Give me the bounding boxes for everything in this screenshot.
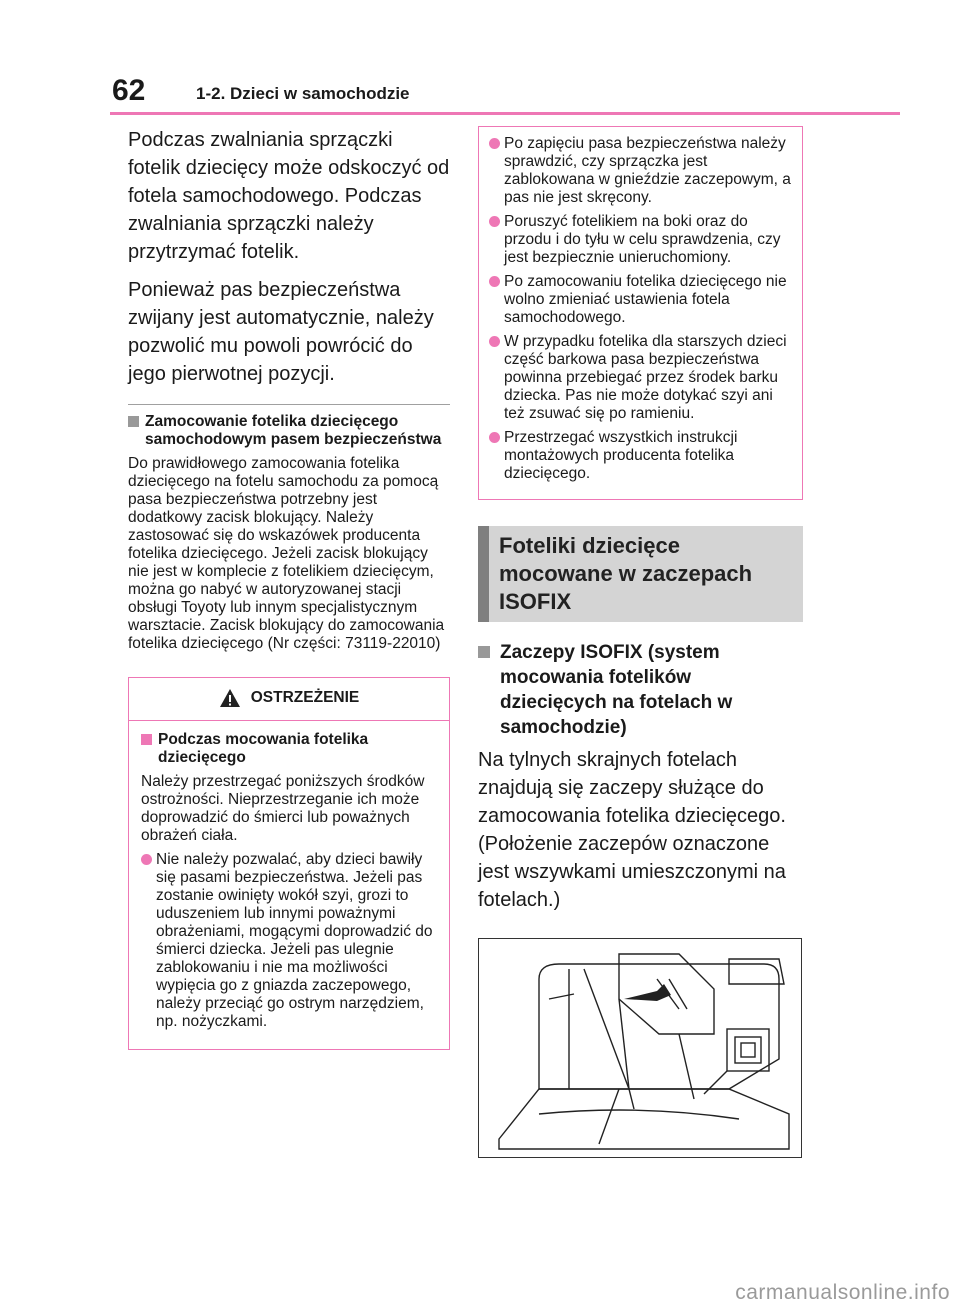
warning-triangle-icon bbox=[219, 688, 241, 708]
warning-header bbox=[129, 688, 449, 721]
warning-heading-text: Podczas mocowania fotelika dziecięcego bbox=[158, 731, 369, 766]
warning-text: Należy przestrzegać poniższych środków ostrożności. Nieprzestrzeganie ich może doprowadzić do śmierci lub poważnych obrażeń ciała. bbox=[141, 773, 425, 844]
isofix-illustration bbox=[478, 938, 802, 1158]
caution-bullet-text: W przypadku fotelika dla starszych dzieci część barkowa pasa bezpieczeństwa powinna przebiegać przez środek barku dziecka. Pas nie może dotykać szyi ani też zsuwać się po ramieniu. bbox=[504, 333, 787, 422]
watermark: carmanualsonline.info bbox=[735, 1281, 950, 1304]
section-title: 1-2. Dzieci w samochodzie bbox=[196, 84, 410, 103]
warning-bullet bbox=[141, 851, 439, 1031]
bullet-dot-icon bbox=[141, 854, 152, 865]
seatbelt-text: Do prawidłowego zamocowania fotelika dziecięcego na fotelu samochodu za pomocą pasa bezpieczeństwa potrzebny jest dodatkowy zacisk blokujący. Należy zastosować się do wskazówek producenta fotelika dziecięcego. Jeżeli zacisk blokujący nie jest w komplecie z fotelikiem dziecięcym, można go nabyć w autoryzowanej stacji obsługi Toyoty lub innym specjalistycznym warsztacie. Zacisk blokujący do zamocowania fotelika dziecięcego (Nr części: 73119-22010) bbox=[128, 455, 445, 652]
caution-bullet-text: Poruszyć fotelikiem na boki oraz do przodu i do tyłu w celu sprawdzenia, czy jest bezpiecznie unieruchomiony. bbox=[504, 213, 781, 266]
isofix-heading-text: Zaczepy ISOFIX (system mocowania fotelików dziecięcych na fotelach w samochodzie) bbox=[500, 642, 733, 738]
caution-bullet bbox=[489, 135, 792, 207]
header-rule bbox=[110, 112, 900, 115]
left-column bbox=[118, 126, 450, 1050]
bullet-dot-icon bbox=[489, 138, 500, 149]
square-bullet-icon bbox=[128, 416, 139, 427]
caution-bullet-text: Po zamocowaniu fotelika dziecięcego nie wolno zmieniać ustawienia fotela samochodowego. bbox=[504, 273, 787, 326]
warning-title: OSTRZEŻENIE bbox=[250, 689, 360, 706]
square-bullet-icon bbox=[478, 646, 490, 658]
caution-bullet bbox=[489, 333, 792, 423]
bullet-dot-icon bbox=[489, 432, 500, 443]
bullet-dot-icon bbox=[489, 276, 500, 287]
seat-illustration-graphic bbox=[479, 939, 801, 1157]
isofix-text: Na tylnych skrajnych fotelach znajdują się zaczepy służące do zamocowania fotelika dziecięcego. (Położenie zaczepów oznaczone jest wszywkami umieszczonymi na fotelach.) bbox=[478, 749, 786, 911]
seatbelt-heading-text: Zamocowanie fotelika dziecięcego samochodowym pasem bezpieczeństwa bbox=[145, 413, 442, 448]
isofix-section-title: Foteliki dziecięce mocowane w zaczepach ISOFIX bbox=[478, 526, 803, 622]
intro-paragraph-2: Ponieważ pas bezpieczeństwa zwijany jest automatycznie, należy pozwolić mu powoli powrócić do jego pierwotnej pozycji. bbox=[128, 279, 434, 385]
seatbelt-heading bbox=[128, 413, 450, 449]
caution-bullet-text: Przestrzegać wszystkich instrukcji montażowych producenta fotelika dziecięcego. bbox=[504, 429, 738, 482]
caution-bullet bbox=[489, 429, 792, 483]
bullet-dot-icon bbox=[489, 216, 500, 227]
divider bbox=[128, 404, 450, 405]
page-number: 62 bbox=[112, 74, 146, 107]
warning-heading bbox=[141, 731, 439, 767]
warning-box bbox=[128, 677, 450, 1050]
square-bullet-icon bbox=[141, 734, 152, 745]
right-column bbox=[478, 126, 803, 1158]
caution-bullet bbox=[489, 273, 792, 327]
caution-bullet-text: Po zapięciu pasa bezpieczeństwa należy sprawdzić, czy sprzączka jest zablokowana w gnieździe zaczepowym, a pas nie jest skręcony. bbox=[504, 135, 791, 206]
isofix-heading bbox=[478, 640, 803, 740]
caution-bullet bbox=[489, 213, 792, 267]
intro-paragraph-1: Podczas zwalniania sprzączki fotelik dziecięcy może odskoczyć od fotela samochodowego. Podczas zwalniania sprzączki należy przytrzymać fotelik. bbox=[128, 129, 450, 263]
caution-box bbox=[478, 126, 803, 500]
bullet-dot-icon bbox=[489, 336, 500, 347]
warning-bullet-text: Nie należy pozwalać, aby dzieci bawiły się pasami bezpieczeństwa. Jeżeli pas zostanie owinięty wokół szyi, grozi to uduszeniem lub innymi poważnymi obrażeniami, mogącymi doprowadzić do śmierci dziecka. Jeżeli pas ulegnie zablokowaniu i nie ma możliwości wypięcia go z gniazda zaczepowego, należy przeciąć go ostrym narzędziem, np. nożyczkami. bbox=[156, 851, 433, 1030]
